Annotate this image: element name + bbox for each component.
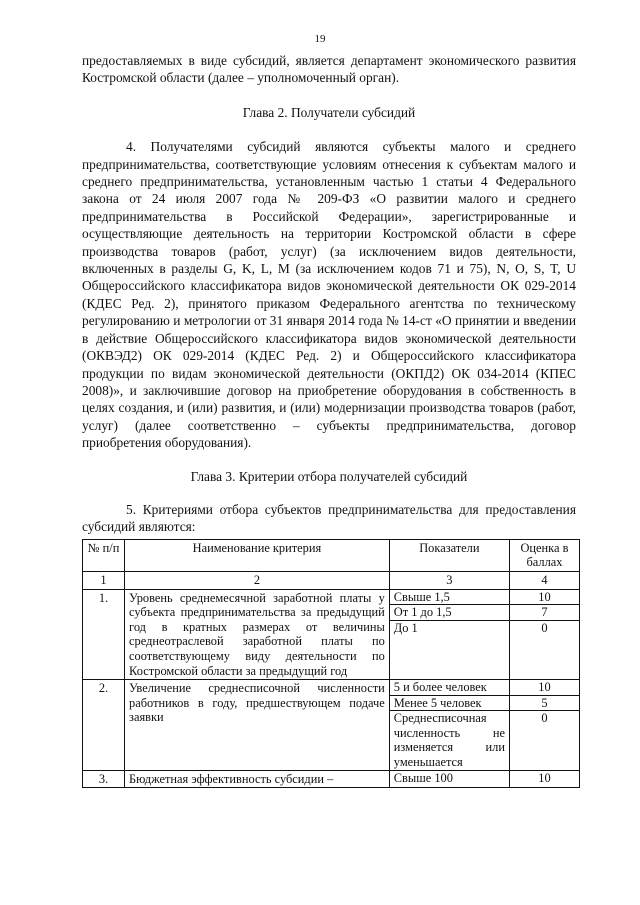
criterion-text: Уровень среднемесячной заработной платы у субъекта предпринимательства за предыдущий год в кратных размерах от величины среднеотраслевой заработной платы по соответствующему виду деятельности по Костромской области за предыдущий год <box>125 589 390 680</box>
chapter-2-title: Глава 2. Получатели субсидий <box>242 104 416 120</box>
row-number: 1. <box>83 589 125 680</box>
criterion-text: Увеличение среднесписочной численности работников в году, предшествующем подаче заявки <box>125 680 390 771</box>
header-number: № п/п <box>83 539 125 571</box>
indicator: Менее 5 человек <box>390 695 509 711</box>
score: 10 <box>538 589 551 604</box>
scores-cell <box>509 770 579 788</box>
page-number: 19 <box>314 33 326 45</box>
indicator: 5 и более человек <box>393 680 487 695</box>
indicators-cell <box>389 589 509 680</box>
score: 5 <box>510 695 579 711</box>
score: 10 <box>538 770 551 785</box>
indicator: До 1 <box>390 620 509 636</box>
scores-cell <box>509 589 579 680</box>
column-number-row <box>83 571 580 589</box>
chapter-2-paragraph: 4. Получателями субсидий являются субъекты малого и среднего предпринимательства, соответствующие условиям отнесения к субъектам малого и среднего предпринимательства, установленным частью 1 статьи 4 Федерального закона от 24 июля 2007 года № 209-ФЗ «О развитии малого и среднего предпринимательства в Российской Федерации», зарегистрированные и осуществляющие деятельность на территории Костромской области в сфере производства товаров (работ, услуг) (за исключением видов деятельности, включенных в разделы G, K, L, M (за исключением кодов 71 и 75), N, O, S, T, U Общероссийского классификатора видов экономической деятельности ОК 029-2014 (КДЕС Ред. 2), принятого приказом Федерального агентства по техническому регулированию и метрологии от 31 января 2014 года № 14-ст «О принятии и введении в действие Общероссийского классификатора видов экономической деятельности (ОКВЭД2) ОК 029-2014 (КДЕС Ред. 2) и Общероссийского классификатора продукции по видам экономической деятельности (ОКПД2) ОК 034-2014 (КПЕС 2008)», и заключившие договор на приобретение оборудования в собственность в целях создания, и (или) развития, и (или) модернизации производства товаров (работ, услуг) (далее соответственно – субъекты предпринимательства, договор приобретения оборудования). <box>82 139 576 451</box>
indicator: Среднесписочная численность не изменяется или уменьшается <box>390 710 509 769</box>
indicator: Свыше 100 <box>393 770 453 785</box>
score: 0 <box>510 710 579 726</box>
column-number: 1 <box>83 571 125 589</box>
score: 0 <box>510 620 579 636</box>
row-number: 2. <box>83 680 125 771</box>
document-body <box>82 52 576 788</box>
column-number: 2 <box>125 571 390 589</box>
column-number: 4 <box>509 571 579 589</box>
intro-paragraph: предоставляемых в виде субсидий, является департамент экономического развития Костромской области (далее – уполномоченный орган). <box>82 53 576 86</box>
header-score: Оценка в баллах <box>509 539 579 571</box>
table-header-row <box>83 539 580 571</box>
score: 10 <box>538 680 551 695</box>
criteria-table <box>82 539 580 789</box>
row-number: 3. <box>83 770 125 788</box>
criterion-text: Бюджетная эффективность субсидии – <box>125 770 390 788</box>
column-number: 3 <box>389 571 509 589</box>
indicator: От 1 до 1,5 <box>390 604 509 620</box>
table-row <box>83 770 580 788</box>
scores-cell <box>509 680 579 771</box>
table-row <box>83 680 580 771</box>
chapter-3-paragraph: 5. Критериями отбора субъектов предпринимательства для предоставления субсидий являются: <box>82 501 576 535</box>
indicator: Свыше 1,5 <box>393 589 450 604</box>
score: 7 <box>510 604 579 620</box>
indicators-cell <box>389 680 509 771</box>
chapter-3-title: Глава 3. Критерии отбора получателей субсидий <box>190 468 468 484</box>
indicators-cell <box>389 770 509 788</box>
table-row <box>83 589 580 680</box>
header-indicators: Показатели <box>389 539 509 571</box>
header-criterion: Наименование критерия <box>125 539 390 571</box>
